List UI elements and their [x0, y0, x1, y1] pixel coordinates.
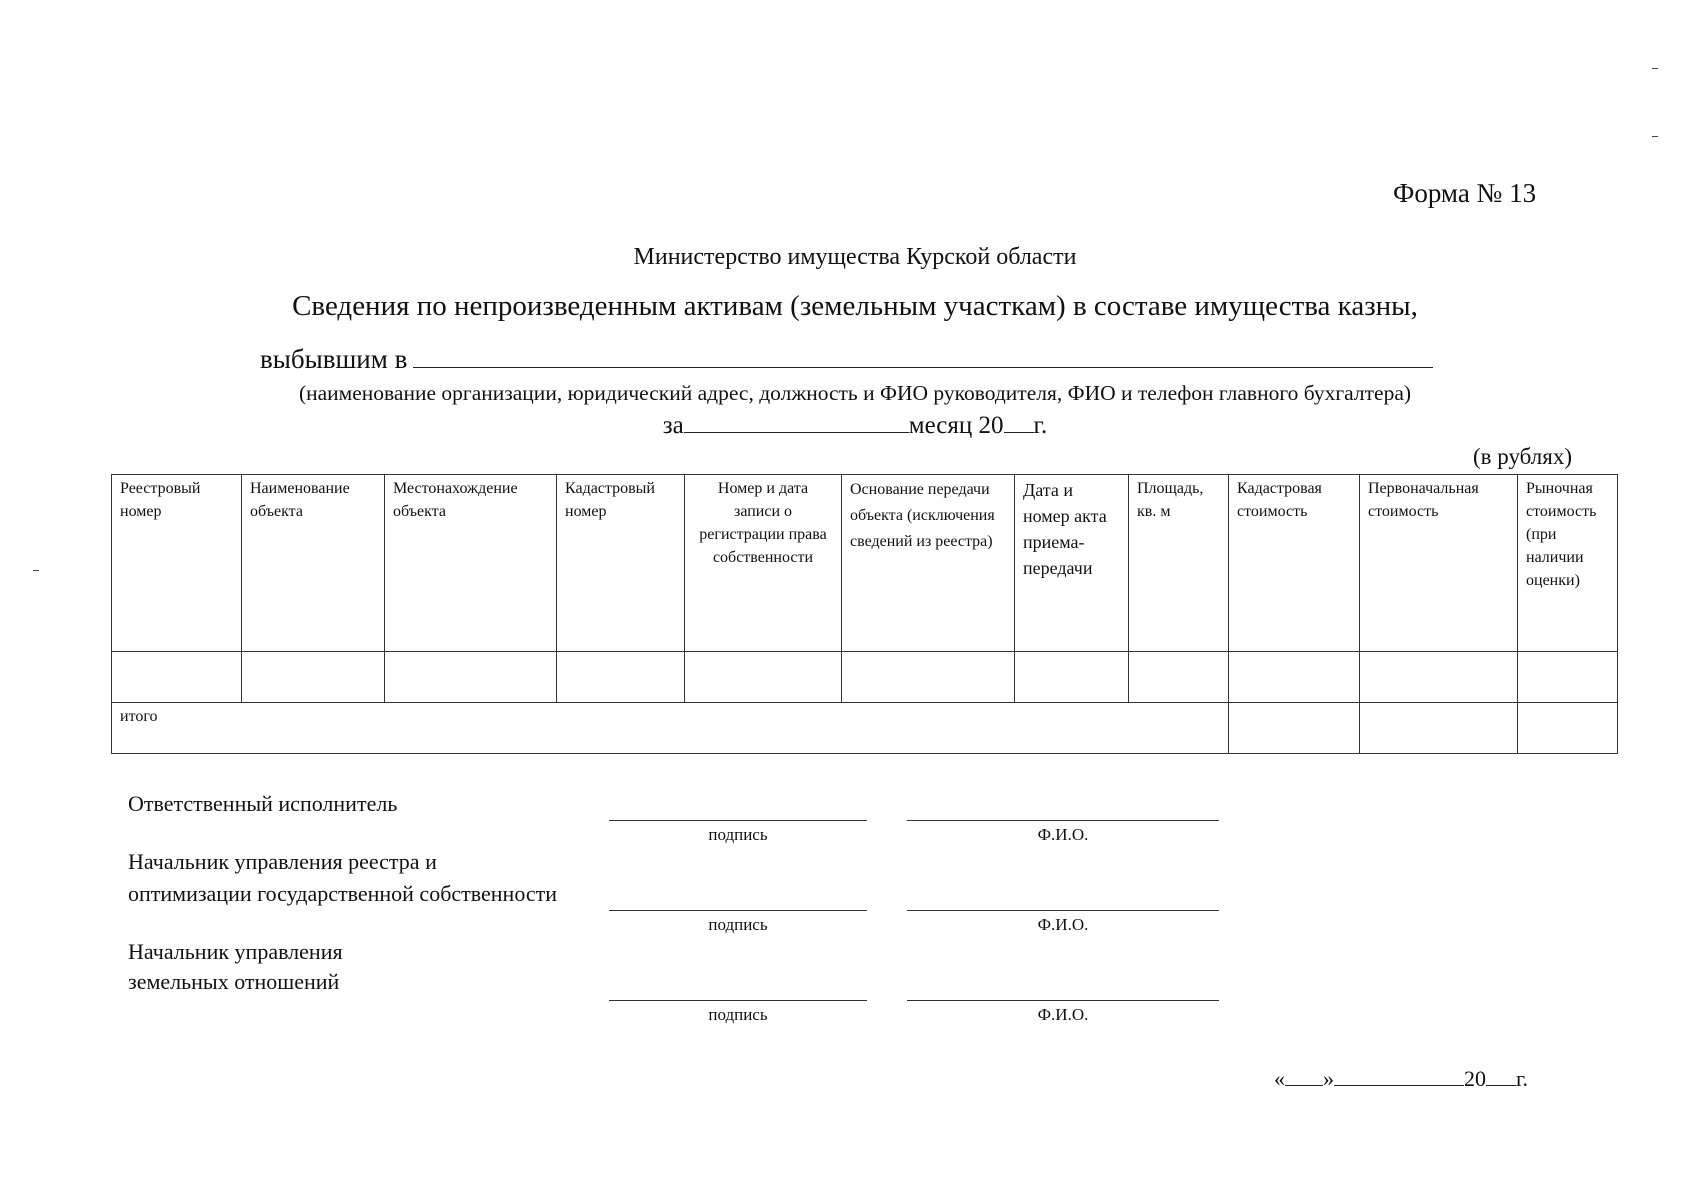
period-line — [0, 412, 1695, 440]
scan-mark — [1652, 136, 1658, 137]
date-year-suffix: г. — [1516, 1066, 1529, 1091]
header-registration-record: Номер и дата записи о регистрации права собственности — [685, 475, 842, 652]
name-line[interactable] — [907, 820, 1219, 821]
day-blank[interactable] — [1285, 1067, 1323, 1086]
header-act-date-number: Дата и номер акта приема-передачи — [1015, 475, 1129, 652]
scan-mark — [33, 570, 39, 571]
form-number: Форма № 13 — [1393, 178, 1537, 208]
signature-caption: подпись — [708, 915, 768, 934]
table-cell[interactable] — [1360, 652, 1518, 703]
table-cell[interactable] — [385, 652, 557, 703]
document-date — [1274, 1066, 1528, 1092]
organization-blank[interactable] — [413, 345, 1433, 368]
header-object-name: Наименование объекта — [242, 475, 385, 652]
table-cell[interactable] — [242, 652, 385, 703]
table-cell[interactable] — [557, 652, 685, 703]
signature-line[interactable] — [609, 820, 867, 821]
table-cell[interactable] — [1015, 652, 1129, 703]
units-note: (в рублях) — [1473, 444, 1573, 469]
date-year-prefix: 20 — [1464, 1066, 1486, 1091]
signature-role-land-head-line2: земельных отношений — [128, 969, 340, 994]
total-cadastral-value[interactable] — [1229, 703, 1360, 754]
header-object-location: Местонахождение объекта — [385, 475, 557, 652]
assets-table — [111, 474, 1618, 754]
organization-hint: (наименование организации, юридический адрес, должность и ФИО руководителя, ФИО и телефон главного бухгалтера) — [298, 381, 1412, 405]
name-line[interactable] — [907, 910, 1219, 911]
table-cell[interactable] — [112, 652, 242, 703]
signature-caption: подпись — [708, 825, 768, 844]
signature-role-executor: Ответственный исполнитель — [128, 791, 398, 816]
header-transfer-basis: Основание передачи объекта (исключения сведений из реестра) — [842, 475, 1015, 652]
name-line[interactable] — [907, 1000, 1219, 1001]
signature-role-registry-head-line2: оптимизации государственной собственности — [128, 881, 558, 906]
year-blank[interactable] — [1004, 412, 1034, 433]
header-initial-value: Первоначальная стоимость — [1360, 475, 1518, 652]
date-close-quote: » — [1323, 1066, 1334, 1091]
table-total-row — [112, 703, 1618, 754]
signature-line[interactable] — [609, 910, 867, 911]
month-blank[interactable] — [684, 412, 909, 433]
scan-mark — [1652, 68, 1658, 69]
total-initial-value[interactable] — [1360, 703, 1518, 754]
period-year-suffix: г. — [1033, 412, 1048, 439]
ministry-name: Министерство имущества Курской области — [633, 244, 1077, 270]
name-caption: Ф.И.О. — [1037, 825, 1089, 844]
retired-line — [260, 344, 1433, 375]
signature-role-registry-head-line1: Начальник управления реестра и — [128, 849, 437, 874]
month-name-blank[interactable] — [1334, 1067, 1464, 1086]
table-cell[interactable] — [1518, 652, 1618, 703]
table-cell[interactable] — [685, 652, 842, 703]
header-market-value: Рыночная стоимость (при наличии оценки) — [1518, 475, 1618, 652]
date-year-blank[interactable] — [1486, 1067, 1516, 1086]
signature-line[interactable] — [609, 1000, 867, 1001]
table-row — [112, 652, 1618, 703]
signature-caption: подпись — [708, 1005, 768, 1024]
total-label: итого — [112, 703, 1229, 754]
header-cadastral-number: Кадастровый номер — [557, 475, 685, 652]
table-cell[interactable] — [842, 652, 1015, 703]
header-registry-number: Реестровый номер — [112, 475, 242, 652]
signature-role-land-head-line1: Начальник управления — [128, 939, 343, 964]
document-title: Сведения по непроизведенным активам (земельным участкам) в составе имущества казны, — [292, 290, 1418, 322]
table-header-row — [112, 475, 1618, 652]
header-area: Площадь, кв. м — [1129, 475, 1229, 652]
name-caption: Ф.И.О. — [1037, 915, 1089, 934]
table-cell[interactable] — [1229, 652, 1360, 703]
table-cell[interactable] — [1129, 652, 1229, 703]
total-market-value[interactable] — [1518, 703, 1618, 754]
header-cadastral-value: Кадастровая стоимость — [1229, 475, 1360, 652]
name-caption: Ф.И.О. — [1037, 1005, 1089, 1024]
period-month-word: месяц 20 — [908, 412, 1004, 439]
retired-prefix: выбывшим в — [260, 344, 408, 374]
date-open-quote: « — [1274, 1066, 1285, 1091]
period-prefix: за — [662, 412, 684, 439]
